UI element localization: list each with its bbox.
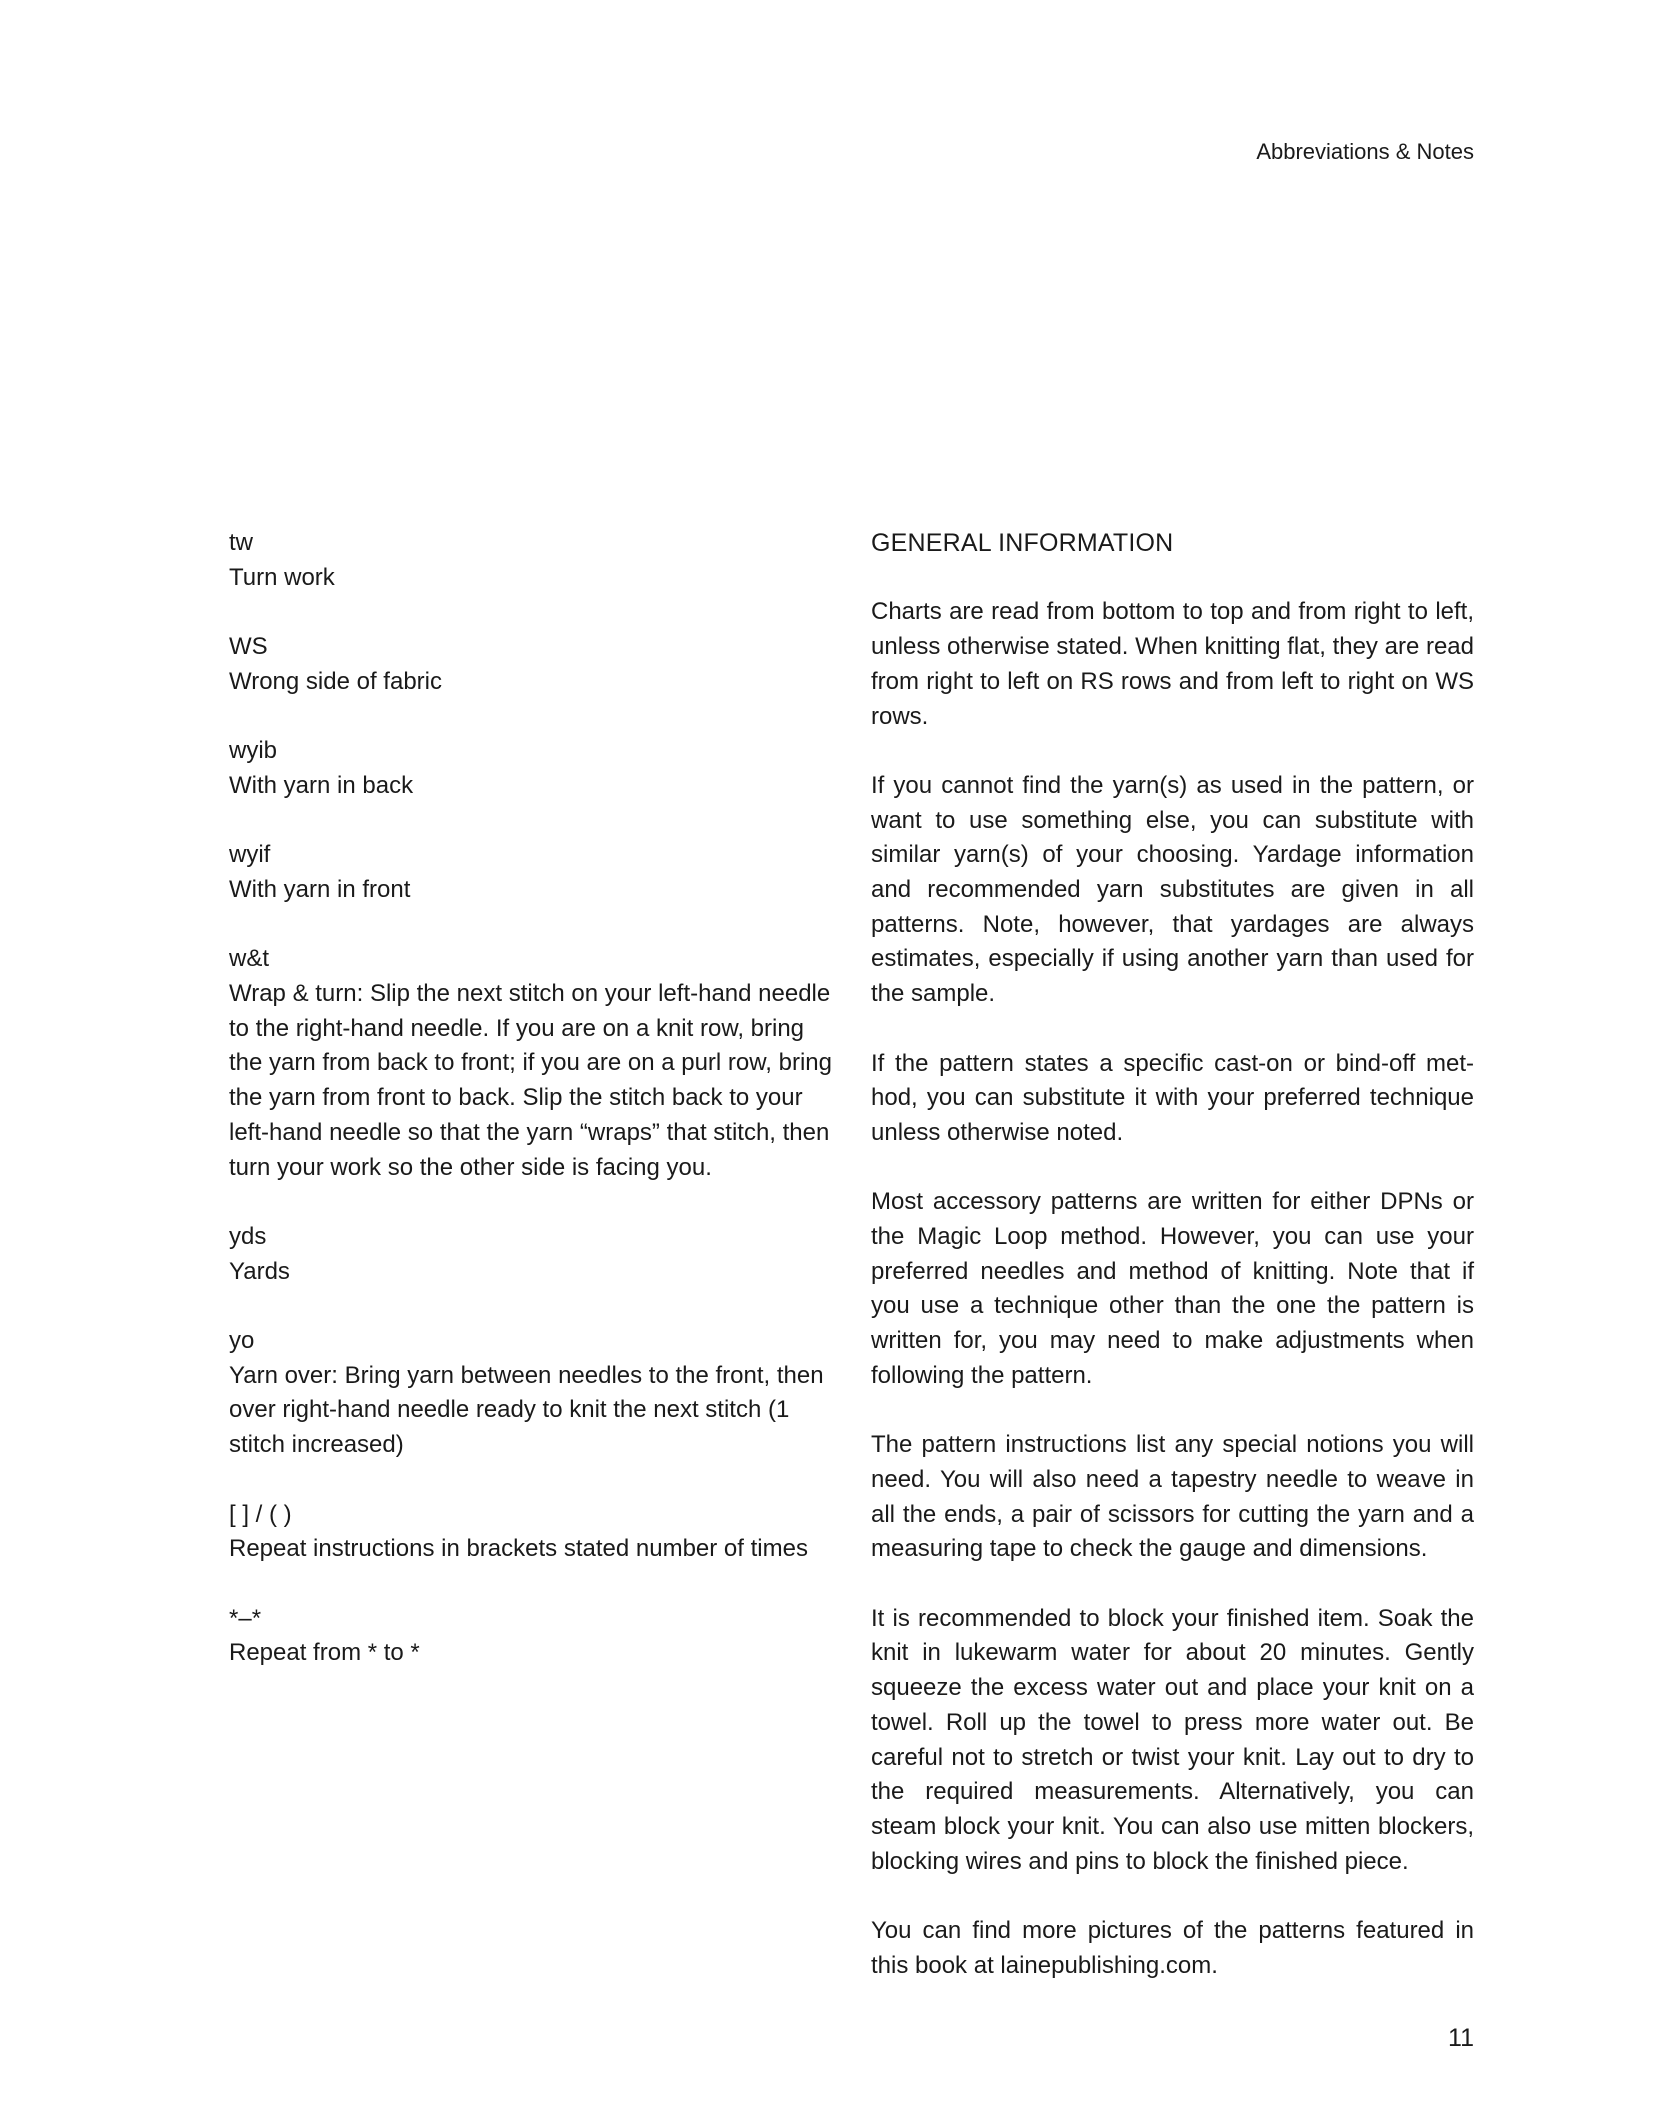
page-number: 11 (1448, 2024, 1474, 2052)
info-paragraph: You can find more pictures of the patterns featured in this book at lainepublishing.com. (871, 1917, 1474, 1979)
abbreviation-definition: With yarn in front (229, 875, 411, 903)
abbreviation-definition: Wrong side of fabric (229, 667, 442, 695)
info-paragraph: If the pattern states a specific cast-on or bind-off met-hod, you can substitute it with your preferred technique unless otherwise noted. (871, 1049, 1474, 1146)
abbreviation-entry (229, 838, 837, 907)
abbreviation-term: *–* (229, 1604, 262, 1632)
info-paragraph: It is recommended to block your finished item. Soak the knit in lukewarm water for about 20 minutes. Gently squeeze the excess water out and place your knit on a towel. Roll up the towel to press more water out. Be careful not to stretch or twist your knit. Lay out to dry to the required measurements. Alternatively, you can steam block your knit. You can also use mitten blockers, blocking wires and pins to block the finished piece. (871, 1604, 1474, 1875)
abbreviation-term: [ ] / ( ) (229, 1500, 292, 1528)
abbreviation-term: w&t (229, 945, 270, 973)
info-paragraph: Charts are read from bottom to top and from right to left, unless otherwise stated. When knitting flat, they are read from right to left on RS rows and from left to right on WS rows. (871, 598, 1474, 730)
abbreviation-term: yo (229, 1327, 255, 1355)
section-title: GENERAL INFORMATION (871, 529, 1174, 557)
abbreviations-list (229, 526, 837, 1706)
abbreviation-term: wyib (229, 737, 278, 765)
abbreviation-entry (229, 1220, 837, 1289)
abbreviation-term: yds (229, 1222, 267, 1250)
running-header: Abbreviations & Notes (1256, 139, 1474, 164)
general-information-section (871, 526, 1474, 2018)
abbreviation-entry (229, 942, 837, 1185)
abbreviation-term: wyif (229, 841, 271, 869)
abbreviation-entry (229, 734, 837, 803)
info-paragraph: The pattern instructions list any special notions you will need. You will also need a tapestry needle to weave in all the ends, a pair of scissors for cutting the yarn and a measuring tape to check the gauge and dimensions. (871, 1431, 1474, 1563)
abbreviation-entry (229, 1324, 837, 1463)
abbreviation-entry (229, 1498, 837, 1567)
abbreviation-definition: With yarn in back (229, 771, 414, 799)
abbreviation-term: WS (229, 633, 268, 661)
abbreviation-term: tw (229, 529, 253, 556)
abbreviation-entry (229, 630, 837, 699)
abbreviation-definition: Turn work (229, 563, 335, 591)
abbreviation-entry (229, 1602, 837, 1671)
abbreviation-definition: Yarn over: Bring yarn between needles to the front, then over right-hand needle ready to knit the next stitch (1 stitch increased) (229, 1361, 824, 1459)
abbreviation-definition: Yards (229, 1257, 290, 1285)
info-paragraph: Most accessory patterns are written for either DPNs or the Magic Loop method. However, you can use your preferred needles and method of knitting. Note that if you use a technique other than the one the pattern is written for, you may need to make adjustments when following the pattern. (871, 1188, 1474, 1389)
abbreviation-entry (229, 526, 837, 595)
abbreviation-definition: Repeat from * to * (229, 1639, 420, 1667)
abbreviation-definition: Repeat instructions in brackets stated number of times (229, 1535, 808, 1563)
info-paragraph: If you cannot find the yarn(s) as used in the pattern, or want to use something else, you can substitute with similar yarn(s) of your choosing. Yardage information and recommended yarn substitutes are given in all patterns. Note, however, that yardages are always estimates, especially if using another yarn than used for the sample. (871, 771, 1474, 1008)
abbreviation-definition: Wrap & turn: Slip the next stitch on your left-hand needle to the right-hand needle. If you are on a knit row, bring the yarn from back to front; if you are on a purl row, bring the yarn from front to back. Slip the stitch back to your left-hand needle so that the yarn “wraps” that stitch, then turn your work so the other side is facing you. (229, 980, 832, 1181)
